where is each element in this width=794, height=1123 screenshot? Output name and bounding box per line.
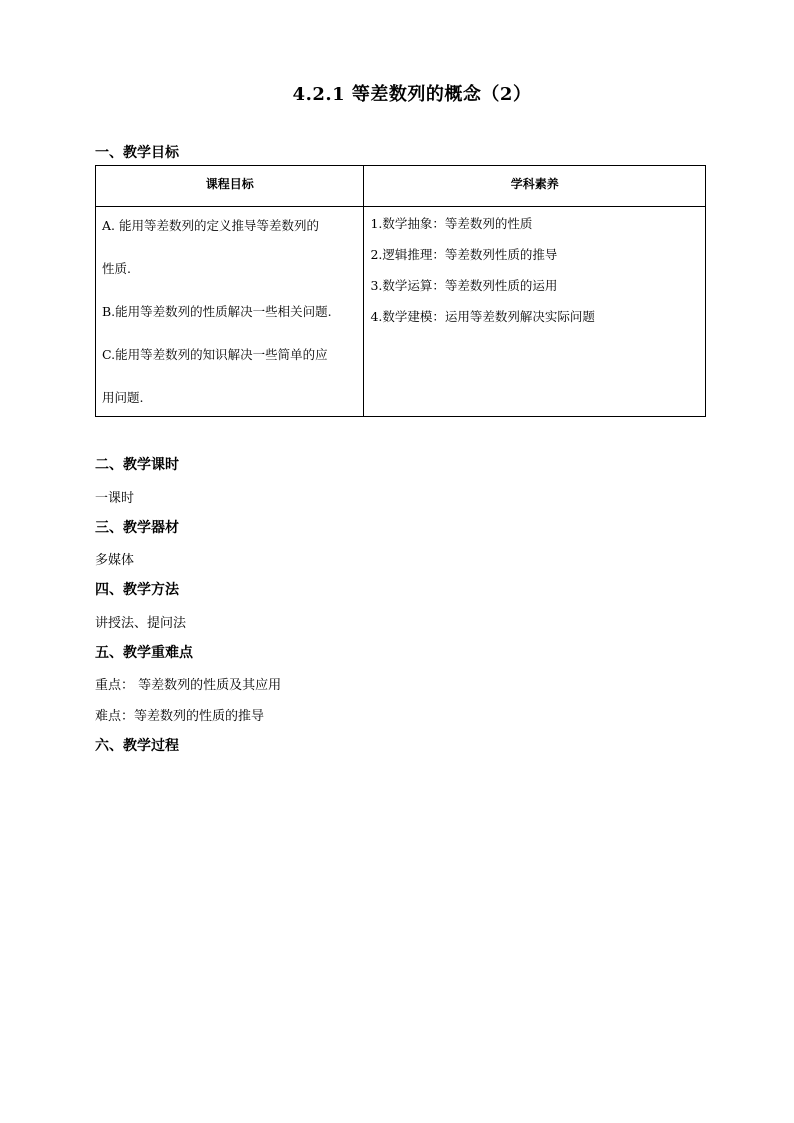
hours-text: 一课时 (95, 491, 135, 506)
section-heading-hours: 二、教学课时 (95, 457, 179, 473)
table-row (96, 207, 706, 417)
table-header-row (96, 166, 706, 207)
page-title: 4.2.1 等差数列的概念（2） (292, 84, 532, 105)
section-heading-process: 六、教学过程 (95, 738, 179, 754)
core-literacy-cell (364, 207, 706, 417)
course-goal-line: A. 能用等差数列的定义推导等差数列的 (102, 218, 319, 233)
literacy-item: 2.逻辑推理：等差数列性质的推导 (370, 247, 558, 262)
literacy-item: 4.数学建模：运用等差数列解决实际问题 (370, 309, 595, 324)
course-goals-cell (96, 207, 364, 417)
section-heading-methods: 四、教学方法 (95, 582, 179, 598)
equipment-text: 多媒体 (95, 553, 135, 568)
focus-text: 重点： 等差数列的性质及其应用 (95, 678, 282, 693)
methods-text: 讲授法、提问法 (95, 616, 187, 631)
section-heading-goals: 一、教学目标 (95, 145, 179, 161)
course-goal-line: B.能用等差数列的性质解决一些相关问题. (102, 304, 332, 319)
goals-table (95, 165, 706, 417)
course-goal-line: 性质. (102, 261, 131, 276)
literacy-item: 1.数学抽象：等差数列的性质 (370, 216, 533, 231)
difficulty-text: 难点：等差数列的性质的推导 (95, 709, 265, 724)
table-header-core-literacy: 学科素养 (364, 166, 706, 207)
section-heading-key-points: 五、教学重难点 (95, 645, 193, 661)
table-header-course-goals: 课程目标 (96, 166, 364, 207)
course-goal-line: 用问题. (102, 390, 144, 405)
literacy-item: 3.数学运算：等差数列性质的运用 (370, 278, 558, 293)
course-goal-line: C.能用等差数列的知识解决一些简单的应 (102, 347, 328, 362)
section-heading-equipment: 三、教学器材 (95, 520, 179, 536)
